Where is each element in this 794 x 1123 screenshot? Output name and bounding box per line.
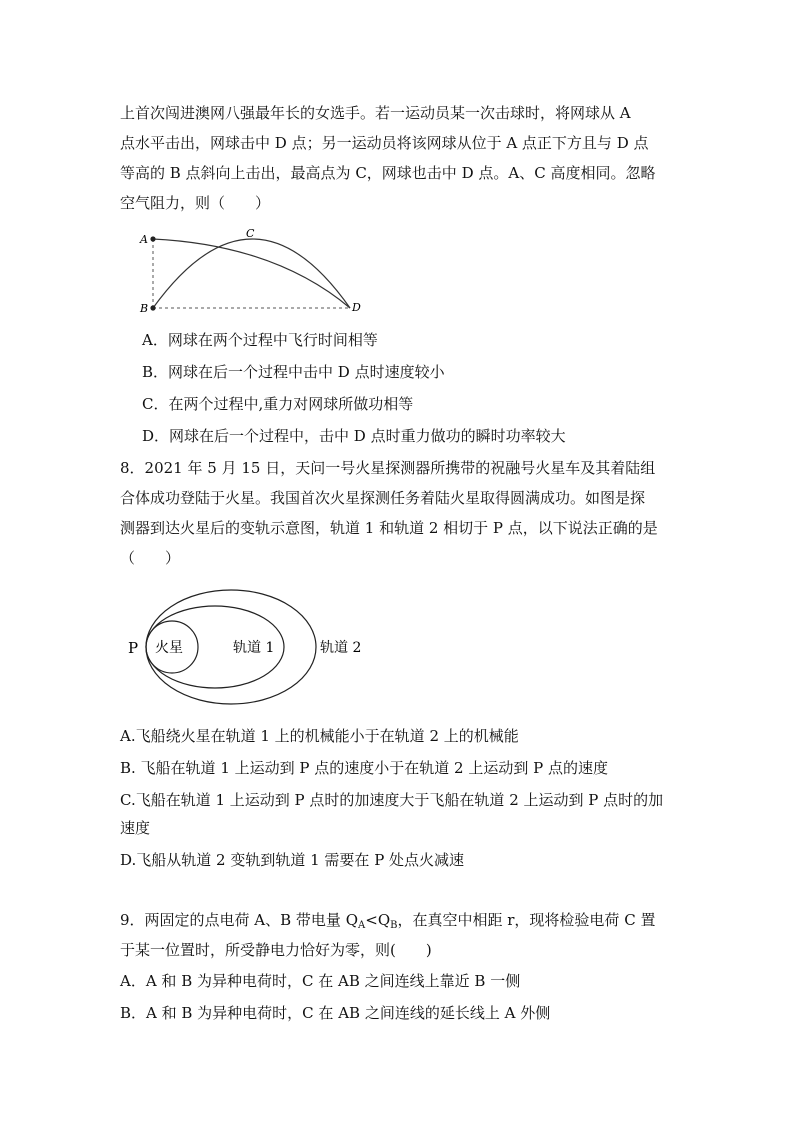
intro-line-1: 上首次闯进澳网八强最年长的女选手。若一运动员某一次击球时，将网球从 A	[120, 104, 631, 122]
oblique-throw-curve	[153, 239, 350, 308]
q8-option-c: C.飞船在轨道 1 上运动到 P 点时的加速度大于飞船在轨道 2 上运动到 P 点时的加	[120, 791, 664, 809]
q9-text-a: 9．两固定的点电荷 A、B 带电量 Q	[120, 911, 359, 929]
q9-option-b: B．A 和 B 为异种电荷时，C 在 AB 之间连线的延长线上 A 外侧	[120, 1004, 551, 1022]
label-A: A	[140, 233, 148, 246]
q7-option-d: D．网球在后一个过程中，击中 D 点时重力做功的瞬时功率较大	[142, 427, 566, 445]
q9-line-1	[120, 910, 655, 936]
q8-option-a: A.飞船绕火星在轨道 1 上的机械能小于在轨道 2 上的机械能	[120, 727, 519, 745]
q8-line-4: （ ）	[120, 549, 181, 567]
q8-option-d: D.飞船从轨道 2 变轨到轨道 1 需要在 P 处点火减速	[120, 851, 465, 869]
intro-line-4: 空气阻力，则（ ）	[120, 194, 271, 212]
q8-line-1: 8．2021 年 5 月 15 日，天问一号火星探测器所携带的祝融号火星车及其着陆组	[120, 459, 656, 477]
trajectory-diagram	[135, 225, 370, 320]
q7-option-a: A．网球在两个过程中飞行时间相等	[142, 331, 378, 349]
q9-sub-b: B	[390, 920, 398, 931]
q8-line-2: 合体成功登陆于火星。我国首次火星探测任务着陆火星取得圆满成功。如图是探	[120, 489, 646, 507]
q9-line-2: 于某一位置时，所受静电力恰好为零，则( )	[120, 941, 432, 959]
label-orbit-1: 轨道 1	[233, 640, 275, 656]
q9-option-a: A．A 和 B 为异种电荷时，C 在 AB 之间连线上靠近 B 一侧	[120, 972, 521, 990]
q9-text-b: ，在真空中相距 r，现将检验电荷 C 置	[397, 911, 656, 929]
q8-option-c-cont: 速度	[120, 819, 151, 837]
label-B: B	[140, 302, 149, 315]
point-B-dot	[150, 305, 155, 310]
q7-option-b: B．网球在后一个过程中击中 D 点时速度较小	[142, 363, 445, 381]
label-C: C	[246, 227, 255, 240]
intro-line-3: 等高的 B 点斜向上击出，最高点为 C，网球也击中 D 点。A、C 高度相同。忽略	[120, 164, 656, 182]
intro-line-2: 点水平击出，网球击中 D 点；另一运动员将该网球从位于 A 点正下方且与 D 点	[120, 134, 649, 152]
label-mars: 火星	[155, 640, 183, 656]
label-P: P	[128, 639, 139, 657]
label-orbit-2: 轨道 2	[320, 640, 362, 656]
q9-sub-a: A	[358, 920, 366, 931]
point-A-dot	[150, 236, 155, 241]
q9-lt: <Q	[365, 911, 391, 929]
orbit-diagram	[120, 585, 380, 710]
q8-line-3: 测器到达火星后的变轨示意图，轨道 1 和轨道 2 相切于 P 点，以下说法正确的是	[120, 519, 658, 537]
q8-option-b: B. 飞船在轨道 1 上运动到 P 点的速度小于在轨道 2 上运动到 P 点的速度	[120, 759, 608, 777]
q7-option-c: C．在两个过程中,重力对网球所做功相等	[142, 395, 414, 413]
label-D: D	[352, 301, 361, 314]
